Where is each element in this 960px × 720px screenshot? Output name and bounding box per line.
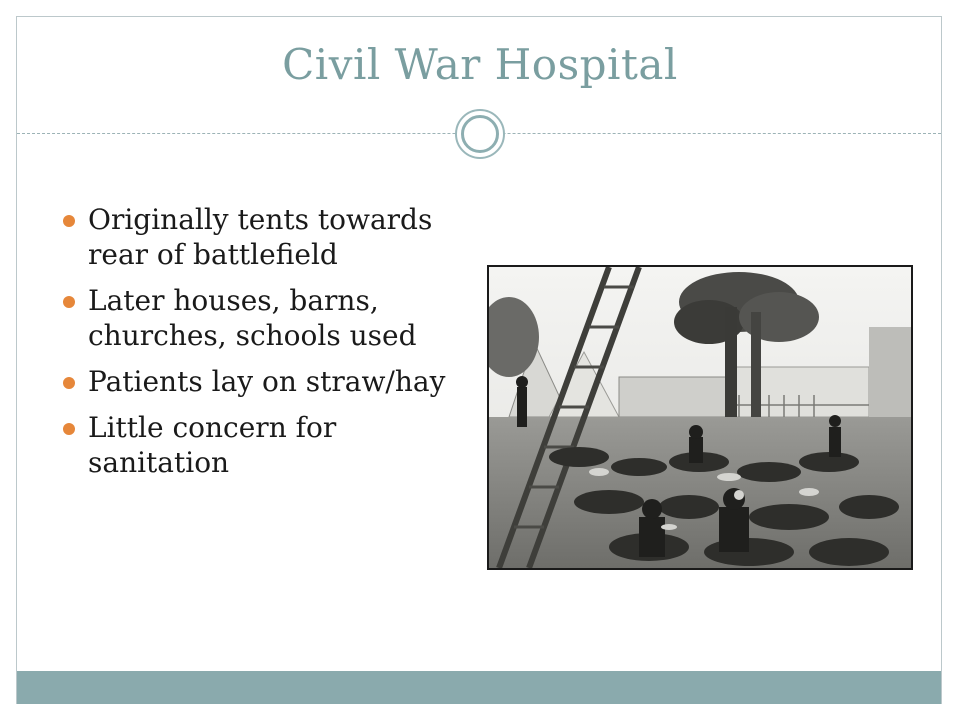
bullet-dot-icon bbox=[63, 296, 75, 308]
bullet-dot-icon bbox=[63, 215, 75, 227]
bullet-item bbox=[60, 283, 480, 353]
bullet-text: Later houses, barns, churches, schools used bbox=[88, 284, 417, 352]
footer-bar bbox=[17, 671, 941, 704]
bullet-text: Originally tents towards rear of battlefield bbox=[88, 203, 433, 271]
divider-circle-icon bbox=[455, 109, 505, 159]
field-hospital-photo bbox=[487, 265, 913, 570]
bullet-item bbox=[60, 202, 480, 272]
bullet-dot-icon bbox=[63, 377, 75, 389]
bullet-text: Patients lay on straw/hay bbox=[88, 365, 446, 398]
bullet-list bbox=[60, 202, 480, 491]
bullet-item bbox=[60, 364, 480, 399]
slide-title: Civil War Hospital bbox=[282, 40, 678, 89]
bullet-text: Little concern for sanitation bbox=[88, 411, 337, 479]
bullet-dot-icon bbox=[63, 423, 75, 435]
bullet-item bbox=[60, 410, 480, 480]
